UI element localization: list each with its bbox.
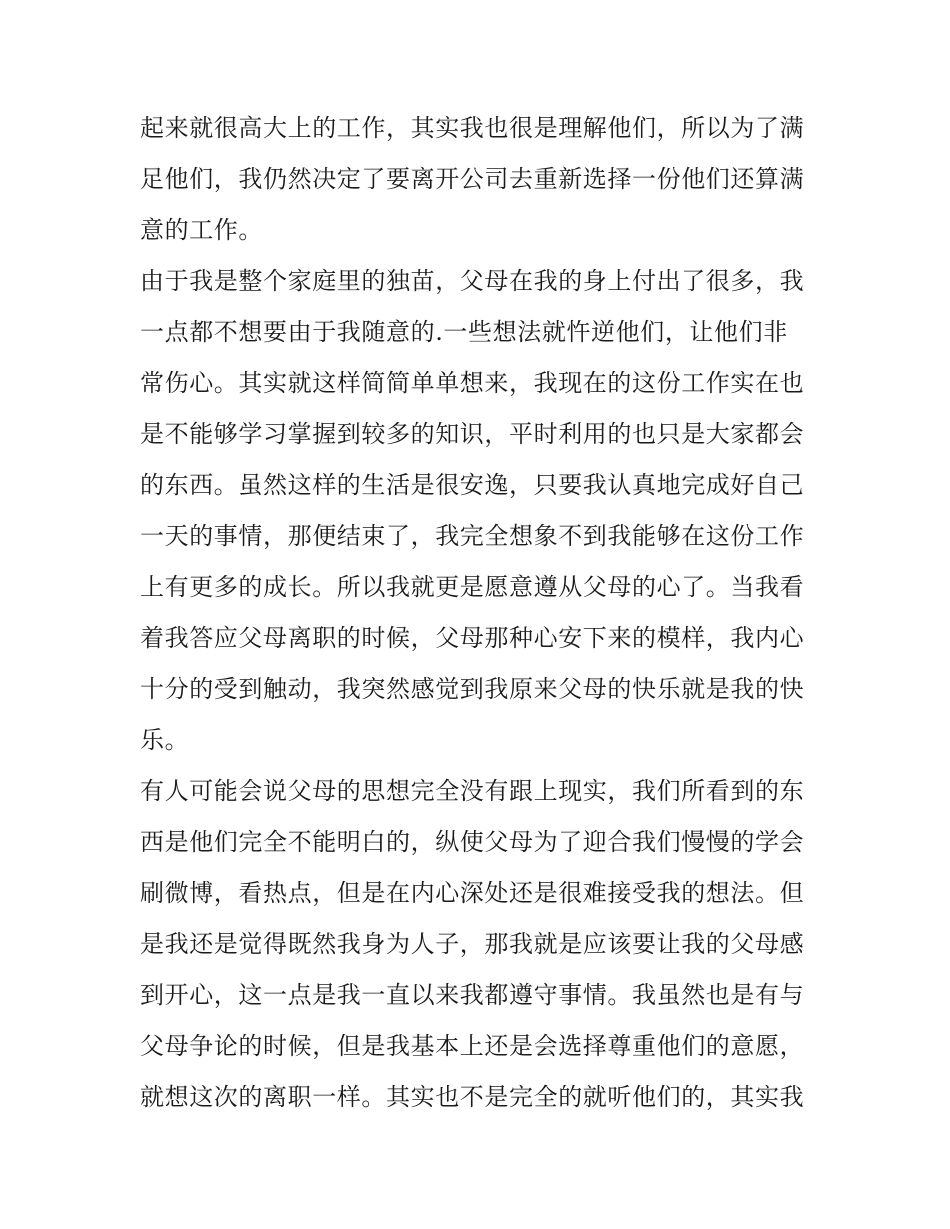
text-line: 足他们，我仍然决定了要离开公司去重新选择一份他们还算满 [140,165,805,193]
text-line: 着我答应父母离职的时候，父母那种心安下来的模样，我内心 [140,624,805,652]
text-line: 的东西。虽然这样的生活是很安逸，只要我认真地完成好自己 [140,471,805,499]
text-line: 是不能够学习掌握到较多的知识，平时利用的也只是大家都会 [140,420,805,448]
text-line: 由于我是整个家庭里的独苗，父母在我的身上付出了很多，我 [140,267,805,295]
text-line: 起来就很高大上的工作，其实我也很是理解他们，所以为了满 [140,114,805,142]
body-text [140,103,820,1123]
text-line: 一天的事情，那便结束了，我完全想象不到我能够在这份工作 [140,522,805,550]
text-line: 常伤心。其实就这样简简单单想来，我现在的这份工作实在也 [140,369,805,397]
text-line: 乐。 [140,726,190,754]
text-line: 是我还是觉得既然我身为人子，那我就是应该要让我的父母感 [140,930,805,958]
text-line: 有人可能会说父母的思想完全没有跟上现实，我们所看到的东 [140,777,805,805]
text-line: 刷微博，看热点，但是在内心深处还是很难接受我的想法。但 [140,879,805,907]
text-line: 就想这次的离职一样。其实也不是完全的就听他们的，其实我 [140,1083,805,1111]
text-line: 上有更多的成长。所以我就更是愿意遵从父母的心了。当我看 [140,573,805,601]
text-line: 西是他们完全不能明白的，纵使父母为了迎合我们慢慢的学会 [140,828,805,856]
text-line: 意的工作。 [140,216,263,244]
text-line: 十分的受到触动，我突然感觉到我原来父母的快乐就是我的快 [140,675,805,703]
text-line: 一点都不想要由于我随意的.一些想法就忤逆他们，让他们非 [140,318,788,346]
text-line: 父母争论的时候，但是我基本上还是会选择尊重他们的意愿， [140,1032,805,1060]
text-line: 到开心，这一点是我一直以来我都遵守事情。我虽然也是有与 [140,981,805,1009]
